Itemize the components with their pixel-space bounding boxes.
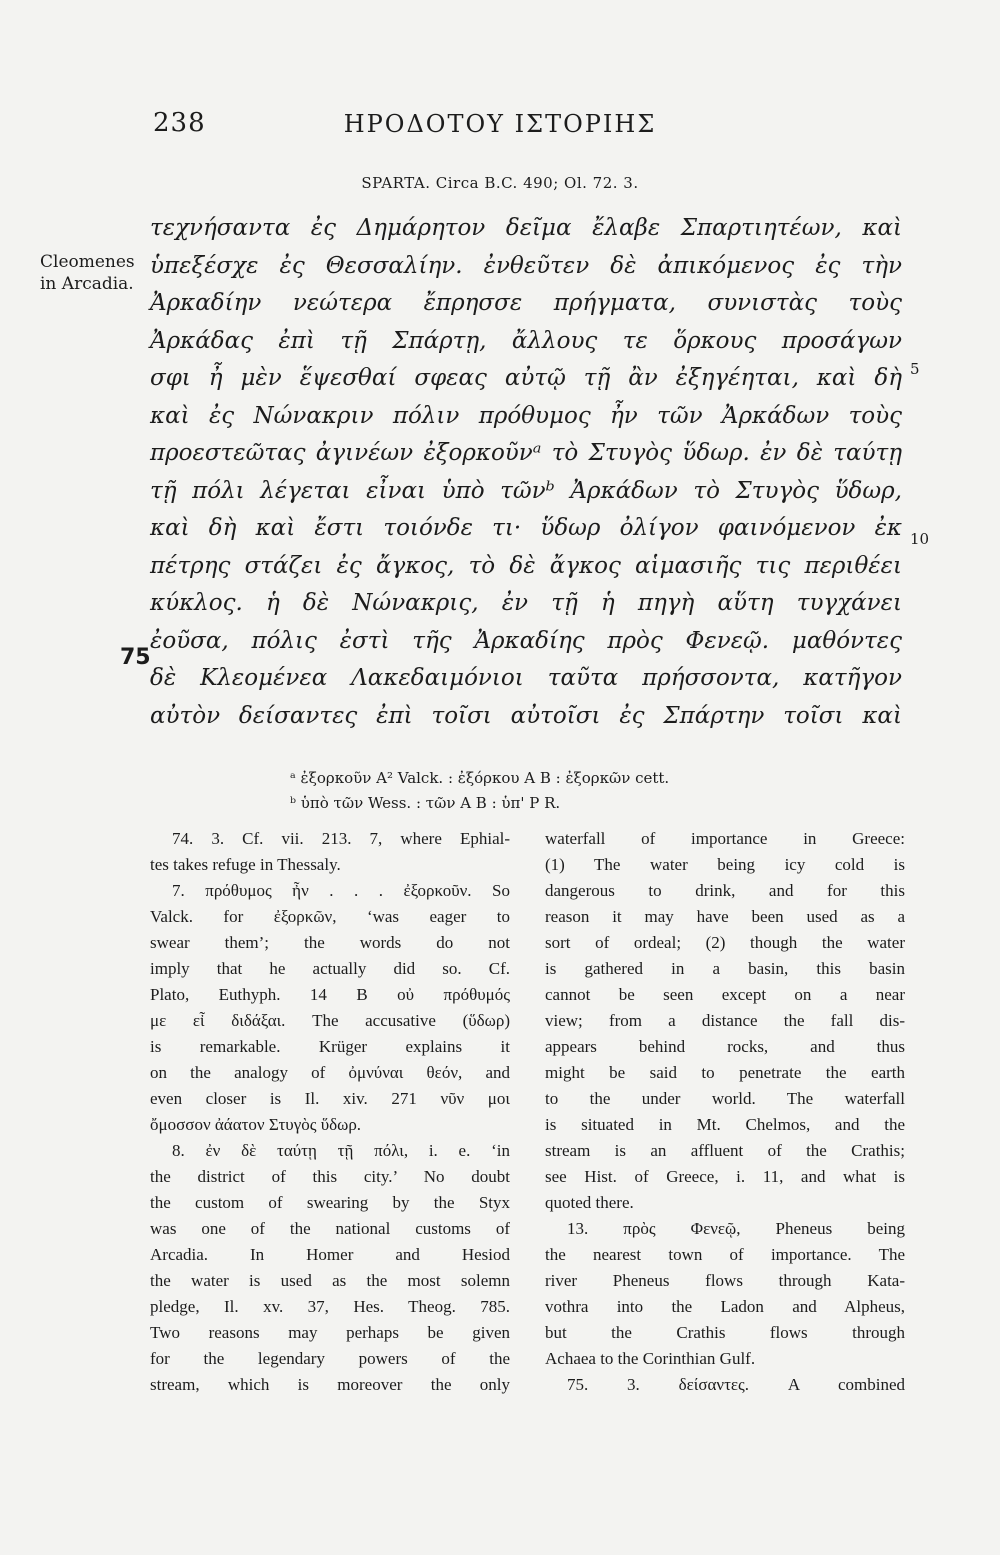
commentary-line: Two reasons may perhaps be given <box>150 1323 510 1342</box>
commentary-line: ὄμοσσον ἀάατον Στυγὸς ὕδωρ. <box>150 1115 362 1134</box>
greek-line: καὶ δὴ καὶ ἔστι τοιόνδε τι· ὕδωρ ὀλίγον φαινόμενον ἐκ <box>150 515 902 541</box>
commentary-line: imply that he actually did so. Cf. <box>150 959 510 978</box>
margin-note-line: Cleomenes <box>40 252 135 272</box>
commentary-line: appears behind rocks, and thus <box>545 1037 905 1056</box>
critical-apparatus <box>290 766 669 816</box>
commentary-line: on the analogy of ὀμνύναι θεόν, and <box>150 1063 510 1082</box>
commentary-line: Arcadia. In Homer and Hesiod <box>150 1245 510 1264</box>
margin-note-line: in Arcadia. <box>40 274 134 294</box>
commentary-line: swear them’; the words do not <box>150 933 510 952</box>
greek-line: ἐοῦσα, πόλις ἐστὶ τῆς Ἀρκαδίης πρὸς Φενεῷ. μαθόντες <box>150 627 902 654</box>
page-number: 238 <box>153 108 206 138</box>
margin-note <box>40 251 160 295</box>
commentary-line: με εἶ διδάξαι. The accusative (ὕδωρ) <box>150 1011 510 1030</box>
commentary-line: Achaea to the Corinthian Gulf. <box>545 1349 756 1368</box>
greek-line: δὲ Κλεομένεα Λακεδαιμόνιοι ταῦτα πρήσσοντα, κατῆγον <box>150 665 902 691</box>
commentary-line: pledge, Il. xv. 37, Hes. Theog. 785. <box>150 1297 510 1316</box>
commentary-line: sort of ordeal; (2) though the water <box>545 933 905 952</box>
greek-line: πέτρης στάζει ἐς ἄγκος, τὸ δὲ ἄγκος αἱμασιῆς τις περιθέει <box>150 552 902 579</box>
greek-line: σφι ἦ μὲν ἕψεσθαί σφεας αὐτῷ τῇ ἂν ἐξηγέηται, καὶ δὴ <box>150 365 902 391</box>
commentary-line: stream, which is moreover the only <box>150 1375 510 1394</box>
commentary-line: 8. ἐν δὲ ταύτῃ τῇ πόλι, i. e. ‘in <box>172 1141 510 1160</box>
commentary-line: vothra into the Ladon and Alpheus, <box>545 1297 905 1316</box>
greek-line: τῇ πόλι λέγεται εἶναι ὑπὸ τῶνᵇ Ἀρκάδων τὸ Στυγὸς ὕδωρ, <box>150 477 902 504</box>
commentary-line: for the legendary powers of the <box>150 1349 510 1368</box>
commentary-line: even closer is Il. xiv. 271 νῦν μοι <box>150 1089 510 1108</box>
commentary-line: is gathered in a basin, this basin <box>545 959 905 978</box>
greek-line: Ἀρκάδας ἐπὶ τῇ Σπάρτῃ, ἄλλους τε ὅρκους προσάγων <box>150 327 902 354</box>
commentary-line: quoted there. <box>545 1193 634 1212</box>
commentary-line: river Pheneus flows through Kata- <box>545 1271 905 1290</box>
line-number: 10 <box>910 530 930 548</box>
commentary-line: stream is an affluent of the Crathis; <box>545 1141 905 1160</box>
greek-line: ὑπεξέσχε ἐς Θεσσαλίην. ἐνθεῦτεν δὲ ἀπικόμενος ἐς τὴν <box>150 252 902 279</box>
commentary-line: Valck. for ἐξορκῶν, ‘was eager to <box>150 907 510 926</box>
commentary-line: the custom of swearing by the Styx <box>150 1193 510 1212</box>
commentary-line: (1) The water being icy cold is <box>545 855 905 874</box>
running-title: ΗΡΟΔΟΤΟΥ ΙΣΤΟΡΙΗΣ <box>343 110 657 138</box>
commentary-left-column <box>150 826 510 1398</box>
commentary-line: the district of this city.’ No doubt <box>150 1167 510 1186</box>
commentary-line: the water is used as the most solemn <box>150 1271 510 1290</box>
commentary-line: waterfall of importance in Greece: <box>545 829 905 848</box>
greek-line: προεστεῶτας ἀγινέων ἐξορκοῦνᵃ τὸ Στυγὸς ὕδωρ. ἐν δὲ ταύτῃ <box>150 440 902 466</box>
greek-text-block <box>150 210 902 735</box>
apparatus-note: ᵇ ὑπὸ τῶν Wess. : τῶν A B : ὑπ' P R. <box>290 794 561 812</box>
commentary-line: to the under world. The waterfall <box>545 1089 905 1108</box>
commentary-line: the nearest town of importance. The <box>545 1245 905 1264</box>
commentary-line: is remarkable. Krüger explains it <box>150 1037 510 1056</box>
commentary-line: see Hist. of Greece, i. 11, and what is <box>545 1167 905 1186</box>
commentary-line: 13. πρὸς Φενεῷ, Pheneus being <box>567 1219 905 1238</box>
page-header <box>0 108 1000 148</box>
commentary-line: 7. πρόθυμος ἦν . . . ἐξορκοῦν. So <box>172 881 510 900</box>
line-number: 5 <box>910 360 920 378</box>
commentary-right-column <box>545 826 905 1398</box>
commentary-line: reason it may have been used as a <box>545 907 905 926</box>
greek-line: αὐτὸν δείσαντες ἐπὶ τοῖσι αὐτοῖσι ἐς Σπάρτην τοῖσι καὶ <box>150 702 902 729</box>
chapter-number: 75 <box>120 645 151 670</box>
section-subheader: SPARTA. Circa B.C. 490; Ol. 72. 3. <box>361 174 639 192</box>
commentary-line: but the Crathis flows through <box>545 1323 905 1342</box>
commentary-line: Plato, Euthyph. 14 B οὐ πρόθυμός <box>150 985 510 1004</box>
apparatus-note: ᵃ ἐξορκοῦν A² Valck. : ἐξόρκου A B : ἐξορκῶν cett. <box>290 769 670 787</box>
greek-line: καὶ ἐς Νώνακριν πόλιν πρόθυμος ἦν τῶν Ἀρκάδων τοὺς <box>150 402 902 429</box>
commentary-line: might be said to penetrate the earth <box>545 1063 905 1082</box>
commentary-line: is situated in Mt. Chelmos, and the <box>545 1115 905 1134</box>
greek-line: Ἀρκαδίην νεώτερα ἔπρησσε πρήγματα, συνιστὰς τοὺς <box>150 290 902 316</box>
greek-line: τεχνήσαντα ἐς Δημάρητον δεῖμα ἔλαβε Σπαρτιητέων, καὶ <box>150 215 902 241</box>
commentary-line: 75. 3. δείσαντες. A combined <box>567 1375 905 1394</box>
commentary-line: cannot be seen except on a near <box>545 985 905 1004</box>
commentary-line: view; from a distance the fall dis- <box>545 1011 905 1030</box>
commentary-line: was one of the national customs of <box>150 1219 510 1238</box>
commentary-line: dangerous to drink, and for this <box>545 881 905 900</box>
greek-line: κύκλος. ἡ δὲ Νώνακρις, ἐν τῇ ἡ πηγὴ αὕτη τυγχάνει <box>150 590 902 616</box>
commentary-line: 74. 3. Cf. vii. 213. 7, where Ephial- <box>172 829 510 848</box>
commentary-line: tes takes refuge in Thessaly. <box>150 855 341 874</box>
